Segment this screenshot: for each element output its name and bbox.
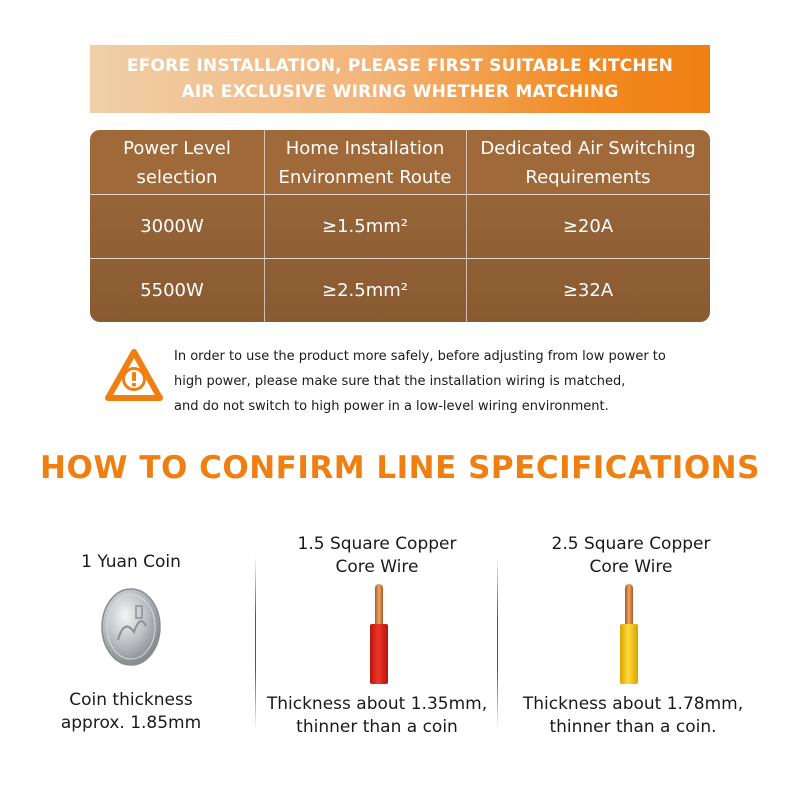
table-row-2-switch: ≥32A <box>562 279 614 301</box>
coin-image <box>100 588 162 666</box>
table-row-1-power: 3000W <box>140 215 204 237</box>
wire-2-5-caption <box>508 693 758 739</box>
wire-2-5-caption-line1: Thickness about 1.78mm, <box>522 694 744 714</box>
header-power-line1: Power Level <box>123 138 231 159</box>
yellow-wire-image <box>614 582 644 684</box>
table-row-1-wire: ≥1.5mm² <box>322 215 408 237</box>
wire-1-5-title <box>272 533 482 579</box>
banner-line-2: AIR EXCLUSIVE WIRING WHETHER MATCHING <box>181 82 619 102</box>
coin-caption-line2: approx. 1.85mm <box>60 713 202 733</box>
coin-title <box>40 551 222 574</box>
safety-warning-text <box>174 344 734 419</box>
warning-triangle-icon <box>104 348 164 402</box>
banner-line-1: EFORE INSTALLATION, PLEASE FIRST SUITABLE KITCHEN <box>126 56 674 76</box>
header-switching-line1: Dedicated Air Switching <box>480 138 696 159</box>
wire-1-5-caption-line2: thinner than a coin <box>296 717 458 737</box>
warning-line-1: In order to use the product more safely, before adjusting from low power to <box>174 349 666 364</box>
header-switching-line2: Requirements <box>525 167 651 188</box>
table-header-route <box>264 132 466 194</box>
header-banner <box>90 45 710 113</box>
red-wire-image <box>364 582 394 684</box>
wire-1-5-title-line2: Core Wire <box>335 557 419 577</box>
header-route-line2: Environment Route <box>278 167 452 188</box>
warning-line-2: high power, please make sure that the installation wiring is matched, <box>174 374 626 389</box>
table-header-switching <box>466 132 710 194</box>
wire-2-5-title <box>526 533 736 579</box>
wire-2-5-title-line2: Core Wire <box>589 557 673 577</box>
coin-caption <box>40 689 222 735</box>
header-power-line2: selection <box>136 167 218 188</box>
table-row-1-switch: ≥20A <box>562 215 614 237</box>
wire-1-5-caption <box>256 693 498 739</box>
section-title: HOW TO CONFIRM LINE SPECIFICATIONS <box>40 450 760 486</box>
coin-title-line1: 1 Yuan Coin <box>81 552 181 572</box>
wire-2-5-caption-line2: thinner than a coin. <box>549 717 717 737</box>
coin-caption-line1: Coin thickness <box>69 690 193 710</box>
header-route-line1: Home Installation <box>285 138 445 159</box>
warning-line-3: and do not switch to high power in a low-level wiring environment. <box>174 399 609 414</box>
power-spec-table <box>90 130 710 322</box>
wire-1-5-title-line1: 1.5 Square Copper <box>297 534 457 554</box>
wire-1-5-caption-line1: Thickness about 1.35mm, <box>266 694 488 714</box>
table-row-2-wire: ≥2.5mm² <box>322 279 408 301</box>
wire-2-5-title-line1: 2.5 Square Copper <box>551 534 711 554</box>
table-header-power <box>90 132 264 194</box>
table-row-2-power: 5500W <box>140 279 204 301</box>
